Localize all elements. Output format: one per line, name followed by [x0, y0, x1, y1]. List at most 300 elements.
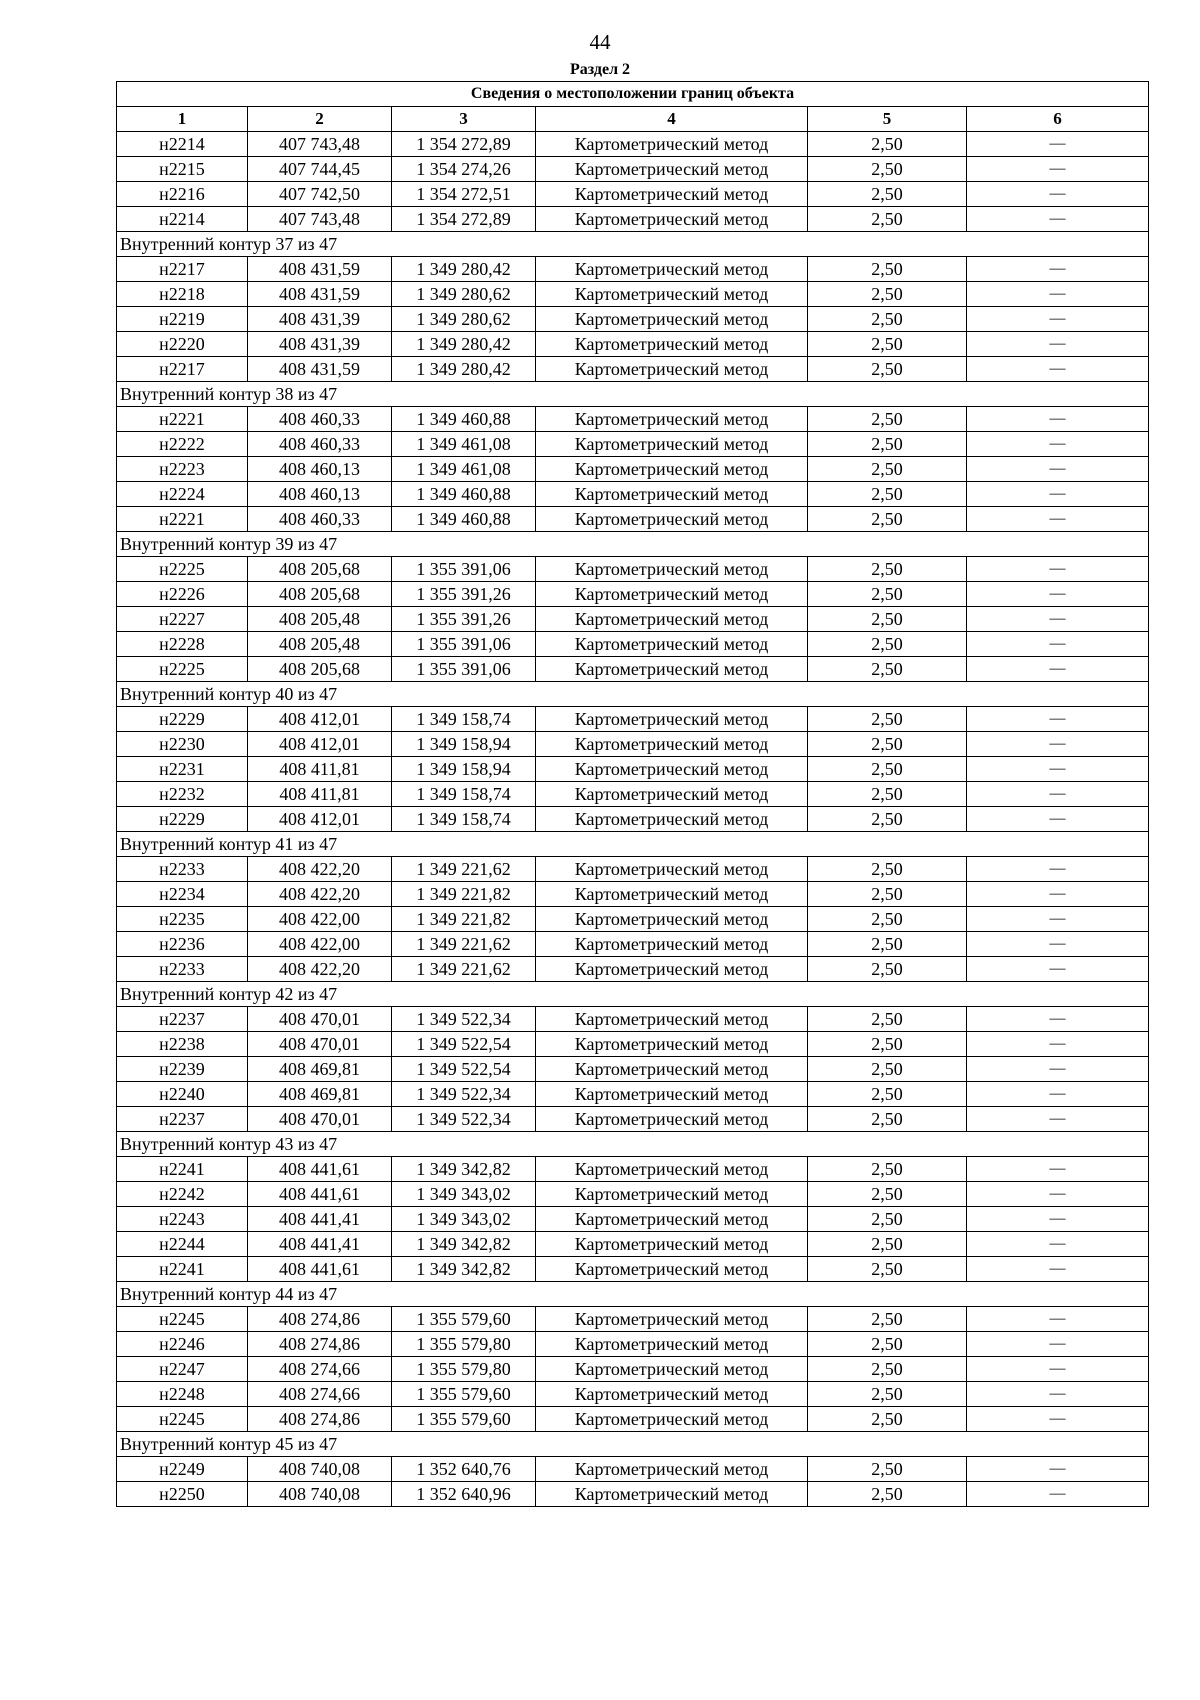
- table-row: [117, 632, 1149, 657]
- note-cell: —: [967, 1232, 1149, 1257]
- x-coordinate-cell: 408 274,66: [248, 1382, 392, 1407]
- column-header: 6: [967, 107, 1149, 132]
- table-row: [117, 957, 1149, 982]
- x-coordinate-cell: 408 470,01: [248, 1032, 392, 1057]
- boundary-coordinates-table: [116, 81, 1149, 1507]
- y-coordinate-cell: 1 349 522,54: [392, 1057, 536, 1082]
- point-id-cell: н2234: [117, 882, 248, 907]
- method-cell: Картометрический метод: [536, 1057, 808, 1082]
- x-coordinate-cell: 408 469,81: [248, 1057, 392, 1082]
- y-coordinate-cell: 1 349 158,94: [392, 732, 536, 757]
- accuracy-cell: 2,50: [808, 1182, 967, 1207]
- method-cell: Картометрический метод: [536, 732, 808, 757]
- y-coordinate-cell: 1 355 579,60: [392, 1407, 536, 1432]
- method-cell: Картометрический метод: [536, 582, 808, 607]
- note-cell: —: [967, 132, 1149, 157]
- method-cell: Картометрический метод: [536, 207, 808, 232]
- contour-label: Внутренний контур 41 из 47: [117, 832, 1149, 857]
- contour-header-row: [117, 532, 1149, 557]
- point-id-cell: н2216: [117, 182, 248, 207]
- accuracy-cell: 2,50: [808, 957, 967, 982]
- accuracy-cell: 2,50: [808, 607, 967, 632]
- note-cell: —: [967, 1032, 1149, 1057]
- point-id-cell: н2227: [117, 607, 248, 632]
- point-id-cell: н2229: [117, 807, 248, 832]
- note-cell: —: [967, 1082, 1149, 1107]
- point-id-cell: н2241: [117, 1157, 248, 1182]
- note-cell: —: [967, 757, 1149, 782]
- method-cell: Картометрический метод: [536, 1007, 808, 1032]
- point-id-cell: н2221: [117, 407, 248, 432]
- table-row: [117, 1157, 1149, 1182]
- column-header: 5: [808, 107, 967, 132]
- accuracy-cell: 2,50: [808, 207, 967, 232]
- table-row: [117, 807, 1149, 832]
- method-cell: Картометрический метод: [536, 1307, 808, 1332]
- note-cell: —: [967, 732, 1149, 757]
- x-coordinate-cell: 408 441,61: [248, 1257, 392, 1282]
- note-cell: —: [967, 1057, 1149, 1082]
- method-cell: Картометрический метод: [536, 1407, 808, 1432]
- table-row: [117, 357, 1149, 382]
- table-caption-row: [117, 82, 1149, 107]
- table-row: [117, 282, 1149, 307]
- y-coordinate-cell: 1 349 522,54: [392, 1032, 536, 1057]
- table-row: [117, 1457, 1149, 1482]
- x-coordinate-cell: 407 743,48: [248, 207, 392, 232]
- method-cell: Картометрический метод: [536, 1232, 808, 1257]
- table-body: [117, 132, 1149, 1507]
- contour-header-row: [117, 1132, 1149, 1157]
- note-cell: —: [967, 482, 1149, 507]
- method-cell: Картометрический метод: [536, 482, 808, 507]
- column-header: 1: [117, 107, 248, 132]
- method-cell: Картометрический метод: [536, 557, 808, 582]
- method-cell: Картометрический метод: [536, 782, 808, 807]
- y-coordinate-cell: 1 355 579,80: [392, 1332, 536, 1357]
- column-header: 2: [248, 107, 392, 132]
- table-caption: Сведения о местоположении границ объекта: [117, 82, 1149, 107]
- column-header: 4: [536, 107, 808, 132]
- method-cell: Картометрический метод: [536, 507, 808, 532]
- method-cell: Картометрический метод: [536, 457, 808, 482]
- point-id-cell: н2248: [117, 1382, 248, 1407]
- table-row: [117, 1207, 1149, 1232]
- x-coordinate-cell: 408 740,08: [248, 1482, 392, 1507]
- note-cell: —: [967, 957, 1149, 982]
- accuracy-cell: 2,50: [808, 882, 967, 907]
- y-coordinate-cell: 1 349 522,34: [392, 1082, 536, 1107]
- x-coordinate-cell: 408 460,13: [248, 482, 392, 507]
- column-header-row: [117, 107, 1149, 132]
- x-coordinate-cell: 408 441,41: [248, 1232, 392, 1257]
- note-cell: —: [967, 582, 1149, 607]
- y-coordinate-cell: 1 355 391,06: [392, 632, 536, 657]
- y-coordinate-cell: 1 349 221,62: [392, 857, 536, 882]
- x-coordinate-cell: 408 205,48: [248, 632, 392, 657]
- y-coordinate-cell: 1 349 343,02: [392, 1182, 536, 1207]
- accuracy-cell: 2,50: [808, 557, 967, 582]
- method-cell: Картометрический метод: [536, 1332, 808, 1357]
- table-row: [117, 407, 1149, 432]
- accuracy-cell: 2,50: [808, 457, 967, 482]
- y-coordinate-cell: 1 349 522,34: [392, 1007, 536, 1032]
- point-id-cell: н2229: [117, 707, 248, 732]
- accuracy-cell: 2,50: [808, 657, 967, 682]
- point-id-cell: н2238: [117, 1032, 248, 1057]
- x-coordinate-cell: 408 460,13: [248, 457, 392, 482]
- y-coordinate-cell: 1 349 460,88: [392, 482, 536, 507]
- point-id-cell: н2225: [117, 657, 248, 682]
- accuracy-cell: 2,50: [808, 282, 967, 307]
- point-id-cell: н2246: [117, 1332, 248, 1357]
- table-row: [117, 1332, 1149, 1357]
- x-coordinate-cell: 408 740,08: [248, 1457, 392, 1482]
- y-coordinate-cell: 1 349 280,62: [392, 282, 536, 307]
- accuracy-cell: 2,50: [808, 1057, 967, 1082]
- note-cell: —: [967, 557, 1149, 582]
- accuracy-cell: 2,50: [808, 1357, 967, 1382]
- accuracy-cell: 2,50: [808, 1407, 967, 1432]
- point-id-cell: н2249: [117, 1457, 248, 1482]
- contour-label: Внутренний контур 39 из 47: [117, 532, 1149, 557]
- point-id-cell: н2228: [117, 632, 248, 657]
- y-coordinate-cell: 1 349 158,74: [392, 807, 536, 832]
- accuracy-cell: 2,50: [808, 1482, 967, 1507]
- accuracy-cell: 2,50: [808, 1382, 967, 1407]
- point-id-cell: н2245: [117, 1407, 248, 1432]
- y-coordinate-cell: 1 349 221,82: [392, 907, 536, 932]
- note-cell: —: [967, 1332, 1149, 1357]
- contour-label: Внутренний контур 45 из 47: [117, 1432, 1149, 1457]
- note-cell: —: [967, 1382, 1149, 1407]
- table-row: [117, 457, 1149, 482]
- y-coordinate-cell: 1 349 221,62: [392, 932, 536, 957]
- point-id-cell: н2214: [117, 207, 248, 232]
- note-cell: —: [967, 1007, 1149, 1032]
- point-id-cell: н2233: [117, 957, 248, 982]
- note-cell: —: [967, 407, 1149, 432]
- table-row: [117, 657, 1149, 682]
- point-id-cell: н2247: [117, 1357, 248, 1382]
- y-coordinate-cell: 1 355 579,60: [392, 1307, 536, 1332]
- method-cell: Картометрический метод: [536, 307, 808, 332]
- y-coordinate-cell: 1 349 342,82: [392, 1157, 536, 1182]
- x-coordinate-cell: 408 460,33: [248, 432, 392, 457]
- y-coordinate-cell: 1 349 522,34: [392, 1107, 536, 1132]
- point-id-cell: н2237: [117, 1007, 248, 1032]
- method-cell: Картометрический метод: [536, 1182, 808, 1207]
- method-cell: Картометрический метод: [536, 957, 808, 982]
- x-coordinate-cell: 407 744,45: [248, 157, 392, 182]
- accuracy-cell: 2,50: [808, 1082, 967, 1107]
- point-id-cell: н2230: [117, 732, 248, 757]
- contour-label: Внутренний контур 42 из 47: [117, 982, 1149, 1007]
- point-id-cell: н2250: [117, 1482, 248, 1507]
- contour-header-row: [117, 832, 1149, 857]
- note-cell: —: [967, 1107, 1149, 1132]
- table-row: [117, 307, 1149, 332]
- method-cell: Картометрический метод: [536, 1107, 808, 1132]
- method-cell: Картометрический метод: [536, 332, 808, 357]
- note-cell: —: [967, 882, 1149, 907]
- accuracy-cell: 2,50: [808, 707, 967, 732]
- x-coordinate-cell: 407 742,50: [248, 182, 392, 207]
- point-id-cell: н2237: [117, 1107, 248, 1132]
- x-coordinate-cell: 408 274,86: [248, 1307, 392, 1332]
- point-id-cell: н2240: [117, 1082, 248, 1107]
- contour-header-row: [117, 982, 1149, 1007]
- table-row: [117, 507, 1149, 532]
- x-coordinate-cell: 408 431,59: [248, 282, 392, 307]
- point-id-cell: н2235: [117, 907, 248, 932]
- y-coordinate-cell: 1 349 460,88: [392, 407, 536, 432]
- contour-label: Внутренний контур 37 из 47: [117, 232, 1149, 257]
- accuracy-cell: 2,50: [808, 1332, 967, 1357]
- table-row: [117, 907, 1149, 932]
- y-coordinate-cell: 1 349 461,08: [392, 432, 536, 457]
- x-coordinate-cell: 408 411,81: [248, 757, 392, 782]
- note-cell: —: [967, 1482, 1149, 1507]
- x-coordinate-cell: 408 470,01: [248, 1007, 392, 1032]
- page-number: 44: [589, 30, 611, 54]
- x-coordinate-cell: 408 205,48: [248, 607, 392, 632]
- note-cell: —: [967, 507, 1149, 532]
- y-coordinate-cell: 1 352 640,76: [392, 1457, 536, 1482]
- x-coordinate-cell: 408 431,39: [248, 307, 392, 332]
- x-coordinate-cell: 408 441,41: [248, 1207, 392, 1232]
- table-row: [117, 257, 1149, 282]
- note-cell: —: [967, 857, 1149, 882]
- accuracy-cell: 2,50: [808, 632, 967, 657]
- point-id-cell: н2219: [117, 307, 248, 332]
- accuracy-cell: 2,50: [808, 1107, 967, 1132]
- accuracy-cell: 2,50: [808, 1232, 967, 1257]
- method-cell: Картометрический метод: [536, 882, 808, 907]
- point-id-cell: н2243: [117, 1207, 248, 1232]
- note-cell: —: [967, 1407, 1149, 1432]
- x-coordinate-cell: 408 274,86: [248, 1407, 392, 1432]
- accuracy-cell: 2,50: [808, 507, 967, 532]
- method-cell: Картометрический метод: [536, 857, 808, 882]
- x-coordinate-cell: 408 412,01: [248, 807, 392, 832]
- note-cell: —: [967, 807, 1149, 832]
- y-coordinate-cell: 1 349 343,02: [392, 1207, 536, 1232]
- method-cell: Картометрический метод: [536, 657, 808, 682]
- column-header: 3: [392, 107, 536, 132]
- method-cell: Картометрический метод: [536, 932, 808, 957]
- x-coordinate-cell: 408 274,66: [248, 1357, 392, 1382]
- x-coordinate-cell: 408 469,81: [248, 1082, 392, 1107]
- method-cell: Картометрический метод: [536, 1457, 808, 1482]
- contour-label: Внутренний контур 43 из 47: [117, 1132, 1149, 1157]
- point-id-cell: н2233: [117, 857, 248, 882]
- note-cell: —: [967, 632, 1149, 657]
- method-cell: Картометрический метод: [536, 1382, 808, 1407]
- x-coordinate-cell: 408 460,33: [248, 507, 392, 532]
- y-coordinate-cell: 1 349 158,74: [392, 782, 536, 807]
- accuracy-cell: 2,50: [808, 757, 967, 782]
- method-cell: Картометрический метод: [536, 132, 808, 157]
- method-cell: Картометрический метод: [536, 282, 808, 307]
- accuracy-cell: 2,50: [808, 732, 967, 757]
- accuracy-cell: 2,50: [808, 332, 967, 357]
- y-coordinate-cell: 1 349 280,42: [392, 257, 536, 282]
- note-cell: —: [967, 1157, 1149, 1182]
- x-coordinate-cell: 408 422,20: [248, 882, 392, 907]
- y-coordinate-cell: 1 355 579,80: [392, 1357, 536, 1382]
- x-coordinate-cell: 408 205,68: [248, 582, 392, 607]
- y-coordinate-cell: 1 355 391,26: [392, 582, 536, 607]
- x-coordinate-cell: 408 460,33: [248, 407, 392, 432]
- y-coordinate-cell: 1 355 579,60: [392, 1382, 536, 1407]
- x-coordinate-cell: 408 431,39: [248, 332, 392, 357]
- note-cell: —: [967, 1257, 1149, 1282]
- y-coordinate-cell: 1 349 342,82: [392, 1257, 536, 1282]
- point-id-cell: н2239: [117, 1057, 248, 1082]
- table-row: [117, 1357, 1149, 1382]
- accuracy-cell: 2,50: [808, 1307, 967, 1332]
- method-cell: Картометрический метод: [536, 432, 808, 457]
- accuracy-cell: 2,50: [808, 157, 967, 182]
- table-row: [117, 1407, 1149, 1432]
- method-cell: Картометрический метод: [536, 157, 808, 182]
- point-id-cell: н2236: [117, 932, 248, 957]
- note-cell: —: [967, 1307, 1149, 1332]
- y-coordinate-cell: 1 355 391,06: [392, 557, 536, 582]
- contour-header-row: [117, 1282, 1149, 1307]
- y-coordinate-cell: 1 352 640,96: [392, 1482, 536, 1507]
- x-coordinate-cell: 408 274,86: [248, 1332, 392, 1357]
- y-coordinate-cell: 1 349 221,82: [392, 882, 536, 907]
- method-cell: Картометрический метод: [536, 607, 808, 632]
- method-cell: Картометрический метод: [536, 1257, 808, 1282]
- table-row: [117, 582, 1149, 607]
- y-coordinate-cell: 1 349 221,62: [392, 957, 536, 982]
- point-id-cell: н2217: [117, 357, 248, 382]
- y-coordinate-cell: 1 354 272,89: [392, 132, 536, 157]
- table-row: [117, 1107, 1149, 1132]
- point-id-cell: н2231: [117, 757, 248, 782]
- contour-header-row: [117, 382, 1149, 407]
- method-cell: Картометрический метод: [536, 757, 808, 782]
- table-row: [117, 1232, 1149, 1257]
- y-coordinate-cell: 1 349 280,62: [392, 307, 536, 332]
- x-coordinate-cell: 408 412,01: [248, 732, 392, 757]
- method-cell: Картометрический метод: [536, 807, 808, 832]
- table-row: [117, 1382, 1149, 1407]
- x-coordinate-cell: 408 412,01: [248, 707, 392, 732]
- note-cell: —: [967, 307, 1149, 332]
- note-cell: —: [967, 332, 1149, 357]
- note-cell: —: [967, 1207, 1149, 1232]
- point-id-cell: н2224: [117, 482, 248, 507]
- contour-label: Внутренний контур 40 из 47: [117, 682, 1149, 707]
- x-coordinate-cell: 407 743,48: [248, 132, 392, 157]
- accuracy-cell: 2,50: [808, 1007, 967, 1032]
- accuracy-cell: 2,50: [808, 1207, 967, 1232]
- accuracy-cell: 2,50: [808, 1457, 967, 1482]
- y-coordinate-cell: 1 355 391,06: [392, 657, 536, 682]
- table-row: [117, 1057, 1149, 1082]
- accuracy-cell: 2,50: [808, 132, 967, 157]
- point-id-cell: н2223: [117, 457, 248, 482]
- point-id-cell: н2220: [117, 332, 248, 357]
- x-coordinate-cell: 408 470,01: [248, 1107, 392, 1132]
- point-id-cell: н2225: [117, 557, 248, 582]
- x-coordinate-cell: 408 411,81: [248, 782, 392, 807]
- note-cell: —: [967, 257, 1149, 282]
- x-coordinate-cell: 408 422,00: [248, 907, 392, 932]
- accuracy-cell: 2,50: [808, 407, 967, 432]
- table-row: [117, 332, 1149, 357]
- table-row: [117, 857, 1149, 882]
- contour-header-row: [117, 232, 1149, 257]
- x-coordinate-cell: 408 205,68: [248, 657, 392, 682]
- contour-header-row: [117, 682, 1149, 707]
- table-row: [117, 182, 1149, 207]
- y-coordinate-cell: 1 354 272,51: [392, 182, 536, 207]
- method-cell: Картометрический метод: [536, 1482, 808, 1507]
- method-cell: Картометрический метод: [536, 907, 808, 932]
- contour-label: Внутренний контур 38 из 47: [117, 382, 1149, 407]
- accuracy-cell: 2,50: [808, 782, 967, 807]
- table-row: [117, 732, 1149, 757]
- point-id-cell: н2218: [117, 282, 248, 307]
- note-cell: —: [967, 1357, 1149, 1382]
- y-coordinate-cell: 1 349 460,88: [392, 507, 536, 532]
- method-cell: Картометрический метод: [536, 257, 808, 282]
- point-id-cell: н2232: [117, 782, 248, 807]
- y-coordinate-cell: 1 349 280,42: [392, 332, 536, 357]
- note-cell: —: [967, 1457, 1149, 1482]
- note-cell: —: [967, 932, 1149, 957]
- table-row: [117, 707, 1149, 732]
- accuracy-cell: 2,50: [808, 1257, 967, 1282]
- method-cell: Картометрический метод: [536, 357, 808, 382]
- table-row: [117, 1307, 1149, 1332]
- y-coordinate-cell: 1 349 158,74: [392, 707, 536, 732]
- table-row: [117, 1032, 1149, 1057]
- accuracy-cell: 2,50: [808, 857, 967, 882]
- x-coordinate-cell: 408 422,00: [248, 932, 392, 957]
- accuracy-cell: 2,50: [808, 257, 967, 282]
- method-cell: Картометрический метод: [536, 707, 808, 732]
- method-cell: Картометрический метод: [536, 1357, 808, 1382]
- x-coordinate-cell: 408 431,59: [248, 257, 392, 282]
- note-cell: —: [967, 157, 1149, 182]
- accuracy-cell: 2,50: [808, 182, 967, 207]
- point-id-cell: н2217: [117, 257, 248, 282]
- point-id-cell: н2221: [117, 507, 248, 532]
- accuracy-cell: 2,50: [808, 582, 967, 607]
- table-row: [117, 607, 1149, 632]
- table-row: [117, 882, 1149, 907]
- table-row: [117, 1007, 1149, 1032]
- accuracy-cell: 2,50: [808, 807, 967, 832]
- x-coordinate-cell: 408 441,61: [248, 1157, 392, 1182]
- y-coordinate-cell: 1 349 158,94: [392, 757, 536, 782]
- accuracy-cell: 2,50: [808, 432, 967, 457]
- note-cell: —: [967, 357, 1149, 382]
- y-coordinate-cell: 1 354 272,89: [392, 207, 536, 232]
- point-id-cell: н2242: [117, 1182, 248, 1207]
- table-row: [117, 757, 1149, 782]
- accuracy-cell: 2,50: [808, 907, 967, 932]
- section-title: Раздел 2: [569, 61, 631, 78]
- accuracy-cell: 2,50: [808, 357, 967, 382]
- note-cell: —: [967, 1182, 1149, 1207]
